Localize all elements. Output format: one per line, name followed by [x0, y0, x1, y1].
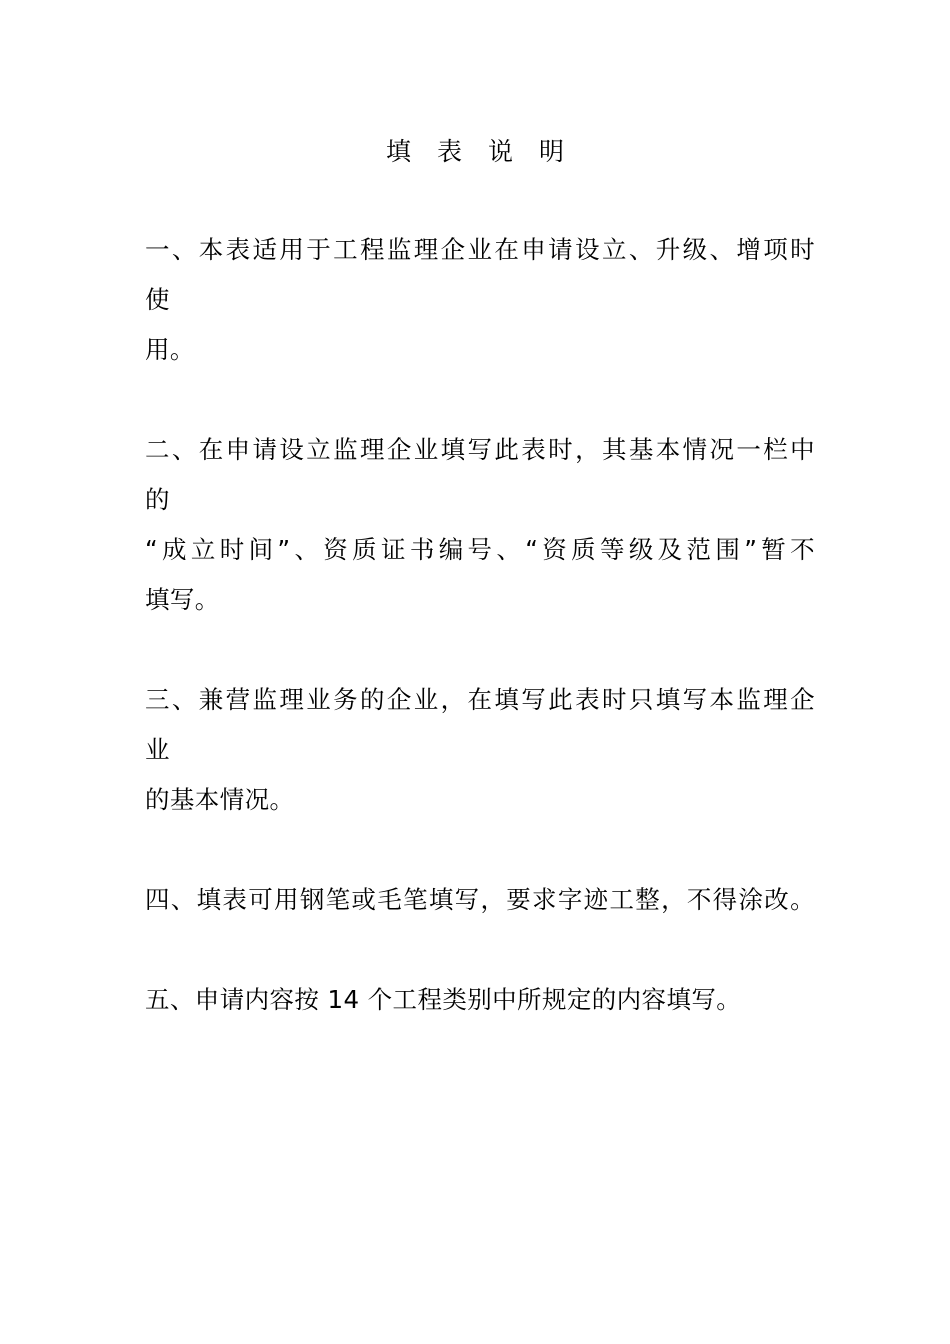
page-title [0, 132, 950, 172]
title-char: 填 [385, 137, 411, 166]
title-char: 说 [488, 137, 514, 166]
section-4-line-1: 四、填表可用钢笔或毛笔填写，要求字迹工整，不得涂改。 [145, 885, 815, 914]
section-3-line-2: 业 [145, 735, 170, 764]
section-2-line-4: 填写。 [145, 585, 220, 614]
section-2-line-1: 二、在申请设立监理企业填写此表时，其基本情况一栏中 [145, 435, 815, 464]
section-2-line-2: 的 [145, 485, 170, 514]
section-2-line-3: “成立时间”、资质证书编号、“资质等级及范围”暂不 [145, 535, 815, 564]
section-1-line-2: 使 [145, 285, 170, 314]
section-3-line-1: 三、兼营监理业务的企业，在填写此表时只填写本监理企 [145, 685, 815, 714]
section-3-line-3: 的基本情况。 [145, 785, 295, 814]
title-char: 明 [539, 137, 565, 166]
section-1-line-3: 用。 [145, 335, 195, 364]
title-char: 表 [436, 137, 462, 166]
section-5-line-1: 五、申请内容按 14 个工程类别中所规定的内容填写。 [145, 985, 742, 1014]
section-1-line-1: 一、本表适用于工程监理企业在申请设立、升级、增项时 [145, 235, 815, 264]
